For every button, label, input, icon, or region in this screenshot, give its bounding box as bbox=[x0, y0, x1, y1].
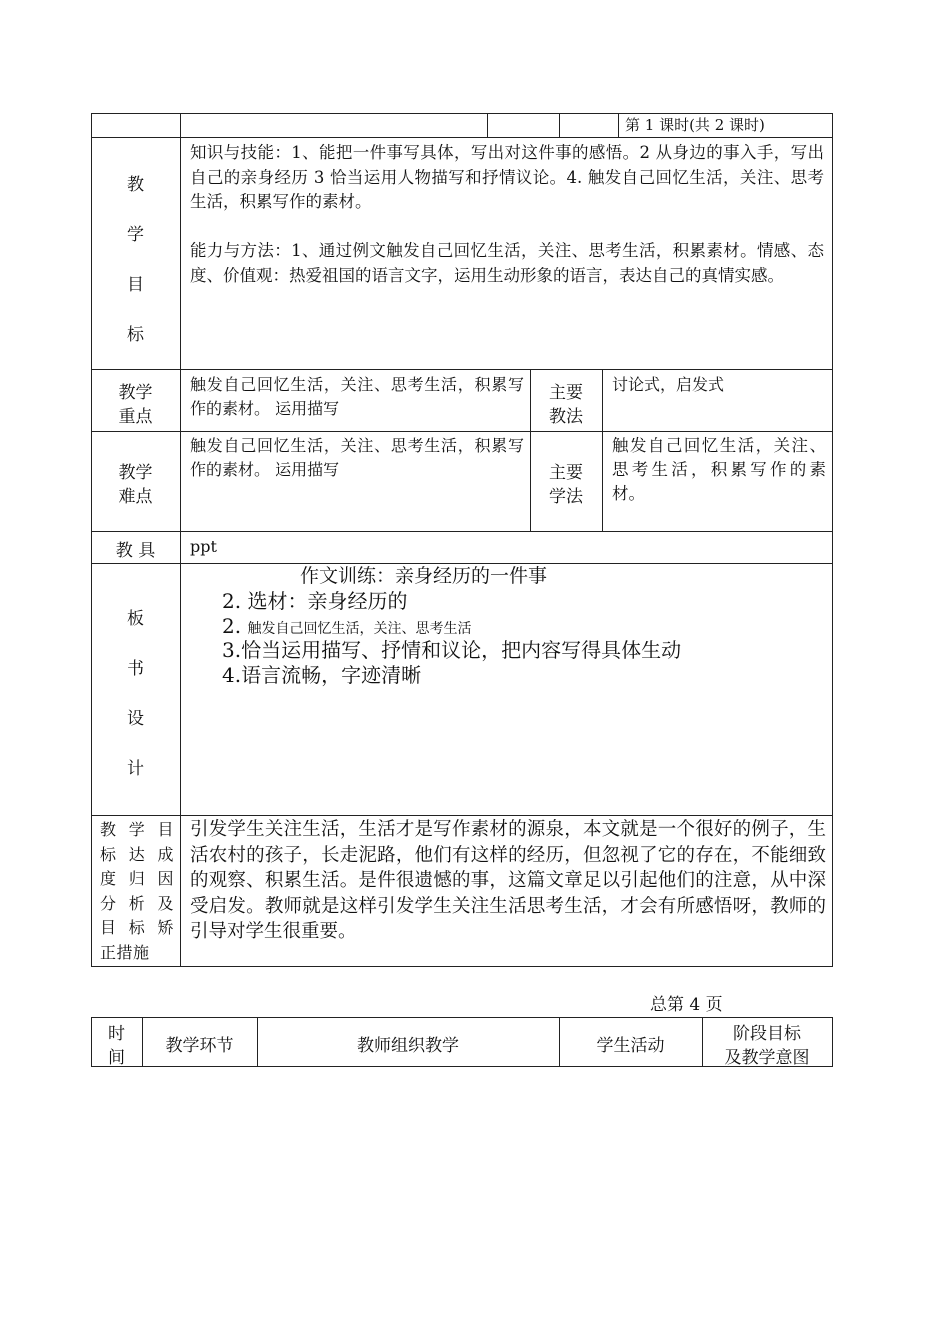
col-stage-goal-2: 及教学意图 bbox=[724, 1048, 810, 1068]
teaching-method: 讨论式，启发式 bbox=[612, 375, 725, 394]
board-label-char: 书 bbox=[127, 659, 144, 679]
learning-method: 触发自己回忆生活，关注、思考生活，积累写作的素材。 bbox=[612, 436, 826, 503]
reflection-content: 引发学生关注生活，生活才是写作素材的源泉，本文就是一个很好的例子，生活农村的孩子，长走泥路，他们有这样的经历，但忽视了它的存在，不能细致的观察、积累生活。是件很遗憾的事，这篇文章足以引起他们的注意，从中深受启发。教师就是这样引发学生关注生活思考生活，才会有所感悟呀，教师的引导对学生很重要。 bbox=[190, 819, 826, 942]
learning-method-label-1: 主要 bbox=[549, 463, 583, 483]
key-points-label-2: 重点 bbox=[118, 407, 153, 427]
board-item-2-text: 触发自己回忆生活，关注、思考生活 bbox=[247, 621, 472, 637]
objectives-knowledge: 知识与技能：1、能把一件事写具体，写出对这件事的感悟。2 从身边的事入手，写出自己的亲身经历 3 恰当运用人物描写和抒情议论。4. 触发自己回忆生活，关注、思考生活，积累写作的素材。 bbox=[190, 143, 824, 211]
board-item-1: 2. 选材：亲身经历的 bbox=[222, 589, 408, 613]
board-label-char: 板 bbox=[127, 609, 144, 629]
key-points-content: 触发自己回忆生活，关注、思考生活，积累写作的素材。 运用描写 bbox=[190, 375, 524, 418]
board-title: 作文训练：亲身经历的一件事 bbox=[300, 565, 548, 587]
col-teaching-step: 教学环节 bbox=[165, 1036, 234, 1056]
col-student-activity: 学生活动 bbox=[596, 1036, 665, 1056]
objectives-label-char: 目 bbox=[127, 275, 144, 295]
lesson-info: 第 1 课时(共 2 课时) bbox=[625, 116, 765, 134]
objectives-label-char: 标 bbox=[127, 325, 144, 345]
board-item-2-number: 2. bbox=[222, 614, 242, 638]
teaching-method-label-2: 教法 bbox=[549, 407, 583, 427]
board-item-3: 3.恰当运用描写、抒情和议论，把内容写得具体生动 bbox=[222, 638, 682, 662]
key-points-label-1: 教学 bbox=[118, 383, 153, 403]
col-teacher-activity: 教师组织教学 bbox=[357, 1036, 459, 1056]
objectives-label-char: 教 bbox=[127, 175, 144, 195]
page-number: 总第 4 页 bbox=[650, 995, 723, 1015]
reflection-label: 教 学 目 标 达 成 度 归 因 分 析 及 目 标 矫 正措施 bbox=[100, 820, 174, 962]
board-label-char: 计 bbox=[127, 759, 144, 779]
difficulties-label-2: 难点 bbox=[118, 487, 153, 507]
objectives-ability: 能力与方法：1、通过例文触发自己回忆生活，关注、思考生活，积累素材。情感、态度、价值观：热爱祖国的语言文字，运用生动形象的语言，表达自己的真情实感。 bbox=[190, 241, 824, 285]
tools-content: ppt bbox=[190, 537, 217, 556]
col-time-1: 时 bbox=[108, 1024, 125, 1044]
board-item-4: 4.语言流畅，字迹清晰 bbox=[222, 663, 422, 687]
tools-label: 教 具 bbox=[115, 541, 156, 561]
board-label-char: 设 bbox=[127, 709, 144, 729]
col-time-2: 间 bbox=[108, 1048, 125, 1068]
learning-method-label-2: 学法 bbox=[549, 487, 583, 507]
difficulties-content: 触发自己回忆生活，关注、思考生活，积累写作的素材。 运用描写 bbox=[190, 436, 524, 479]
col-stage-goal-1: 阶段目标 bbox=[733, 1024, 801, 1044]
objectives-label-char: 学 bbox=[127, 225, 144, 245]
teaching-method-label-1: 主要 bbox=[549, 383, 583, 403]
difficulties-label-1: 教学 bbox=[118, 463, 153, 483]
